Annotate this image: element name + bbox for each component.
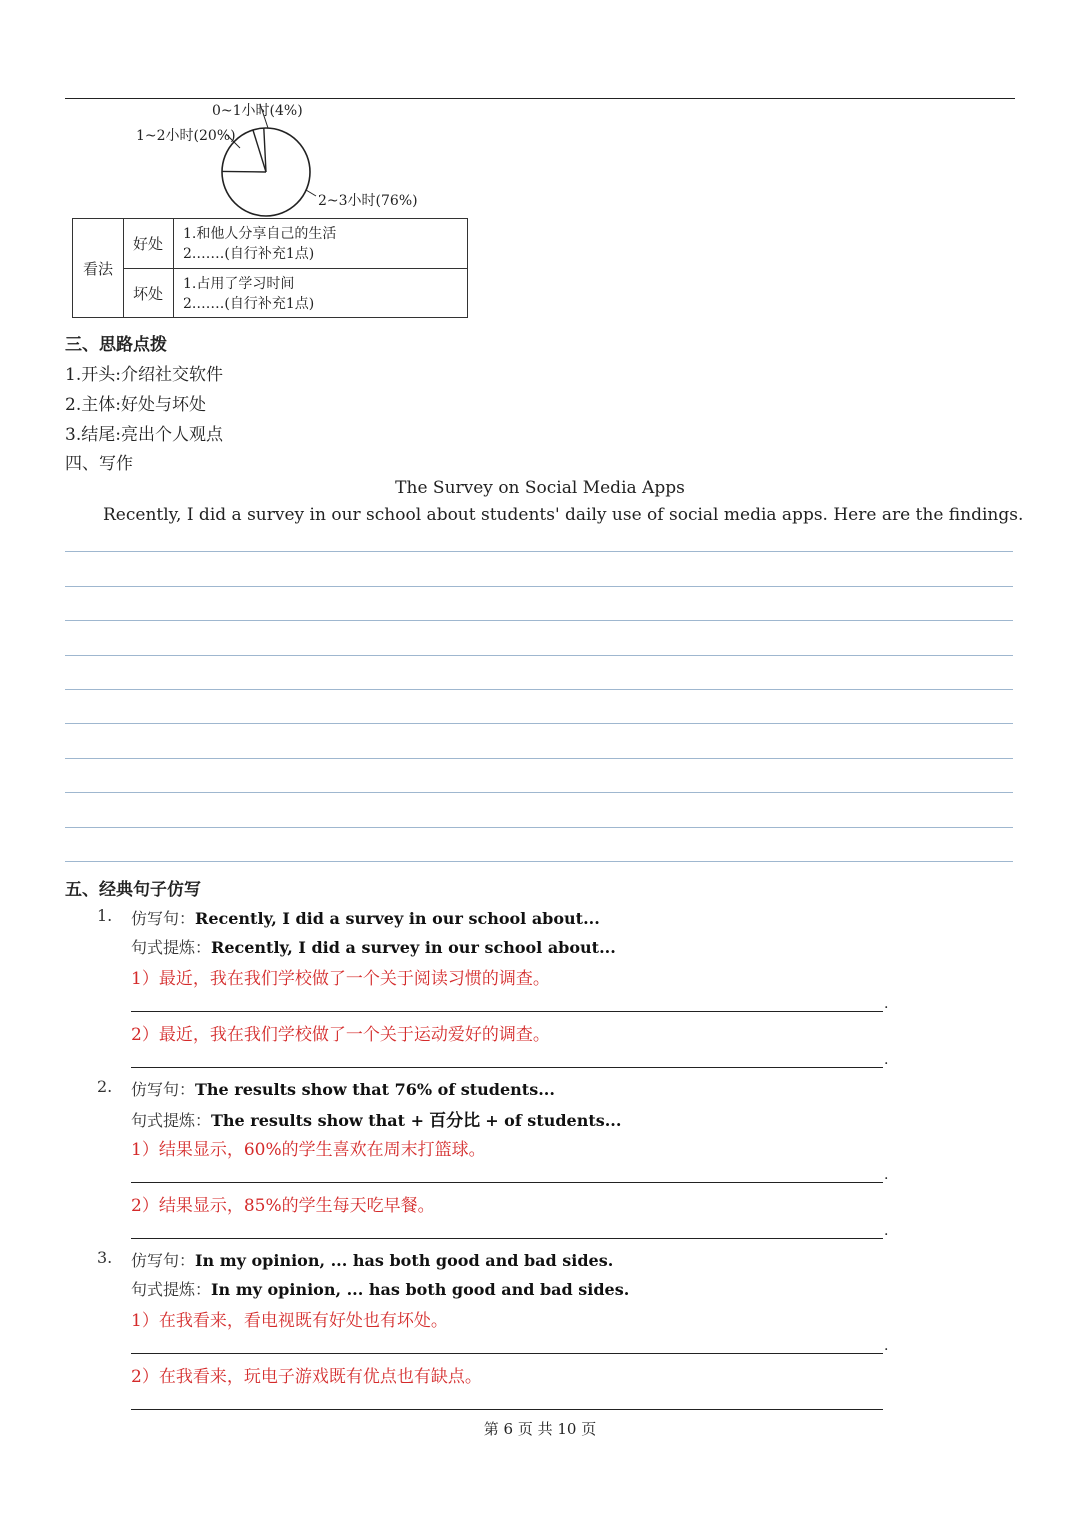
- row-items: [183, 274, 314, 314]
- outline-item: 1.开头:介绍社交软件: [65, 365, 223, 385]
- table-row-benefits: [123, 219, 467, 269]
- pattern-sentence: 句式提炼：Recently, I did a survey in our school about...: [131, 938, 616, 957]
- model-sentence: 仿写句：The results show that 76% of students...: [131, 1080, 555, 1099]
- group-number: 3.: [97, 1248, 113, 1267]
- line-end-dot: .: [884, 1167, 889, 1183]
- line-end-dot: .: [884, 1052, 889, 1068]
- group-number: 2.: [97, 1077, 113, 1096]
- row-items: [183, 224, 336, 264]
- pattern-sentence: 句式提炼：The results show that + 百分比 + of students...: [131, 1111, 622, 1131]
- answer-line[interactable]: [131, 1353, 883, 1354]
- writing-line[interactable]: [65, 586, 1013, 587]
- outline-item: 2.主体:好处与坏处: [65, 395, 206, 415]
- writing-line[interactable]: [65, 723, 1013, 724]
- answer-line[interactable]: [131, 1409, 883, 1410]
- section-3-title: 三、思路点拨: [65, 335, 167, 355]
- translation-task: 2）在我看来，玩电子游戏既有优点也有缺点。: [131, 1367, 482, 1387]
- row-item: 1.和他人分享自己的生活: [183, 226, 337, 242]
- translation-task: 1）结果显示，60%的学生喜欢在周末打篮球。: [131, 1140, 486, 1160]
- translation-task: 1）最近，我在我们学校做了一个关于阅读习惯的调查。: [131, 969, 550, 989]
- pie-leader-line: [306, 190, 316, 196]
- essay-title: The Survey on Social Media Apps: [395, 478, 685, 498]
- table-row-drawbacks: [123, 269, 467, 318]
- writing-line[interactable]: [65, 655, 1013, 656]
- answer-line[interactable]: [131, 1067, 883, 1068]
- answer-line[interactable]: [131, 1238, 883, 1239]
- pattern-sentence: 句式提炼：In my opinion, ... has both good and bad sides.: [131, 1280, 630, 1299]
- pie-label-slice-3: 2~3小时(76%): [318, 193, 418, 209]
- line-end-dot: .: [884, 1223, 889, 1239]
- section-5-title: 五、经典句子仿写: [65, 880, 201, 900]
- model-sentence: 仿写句：Recently, I did a survey in our school about...: [131, 909, 600, 928]
- row-item: 2.……(自行补充1点): [183, 296, 315, 312]
- row-item: 2.……(自行补充1点): [183, 246, 315, 262]
- writing-line[interactable]: [65, 861, 1013, 862]
- answer-line[interactable]: [131, 1011, 883, 1012]
- section-4-title: 四、写作: [65, 454, 133, 474]
- row-label: 坏处: [123, 269, 174, 318]
- translation-task: 2）结果显示，85%的学生每天吃早餐。: [131, 1196, 435, 1216]
- writing-line[interactable]: [65, 689, 1013, 690]
- writing-line[interactable]: [65, 827, 1013, 828]
- answer-line[interactable]: [131, 1182, 883, 1183]
- line-end-dot: .: [884, 996, 889, 1012]
- translation-task: 1）在我看来，看电视既有好处也有坏处。: [131, 1311, 448, 1331]
- pie-chart: [130, 98, 430, 220]
- writing-line[interactable]: [65, 620, 1013, 621]
- line-end-dot: .: [884, 1338, 889, 1354]
- pie-label-slice-1: 0~1小时(4%): [212, 103, 303, 119]
- writing-line[interactable]: [65, 758, 1013, 759]
- writing-line[interactable]: [65, 792, 1013, 793]
- opinion-table: [72, 218, 468, 318]
- row-item: 1.占用了学习时间: [183, 276, 295, 292]
- page-footer: 第 6 页 共 10 页: [483, 1420, 597, 1438]
- essay-intro: Recently, I did a survey in our school about students' daily use of social media apps. Here are the findings.: [103, 505, 1024, 525]
- row-label: 好处: [123, 219, 174, 268]
- pie-label-slice-2: 1~2小时(20%): [136, 128, 236, 144]
- outline-item: 3.结尾:亮出个人观点: [65, 425, 223, 445]
- writing-line[interactable]: [65, 551, 1013, 552]
- group-number: 1.: [97, 906, 113, 925]
- table-header-cell: 看法: [73, 219, 124, 317]
- model-sentence: 仿写句：In my opinion, ... has both good and bad sides.: [131, 1251, 614, 1270]
- translation-task: 2）最近，我在我们学校做了一个关于运动爱好的调查。: [131, 1025, 550, 1045]
- pie-slice-boundary: [222, 171, 266, 172]
